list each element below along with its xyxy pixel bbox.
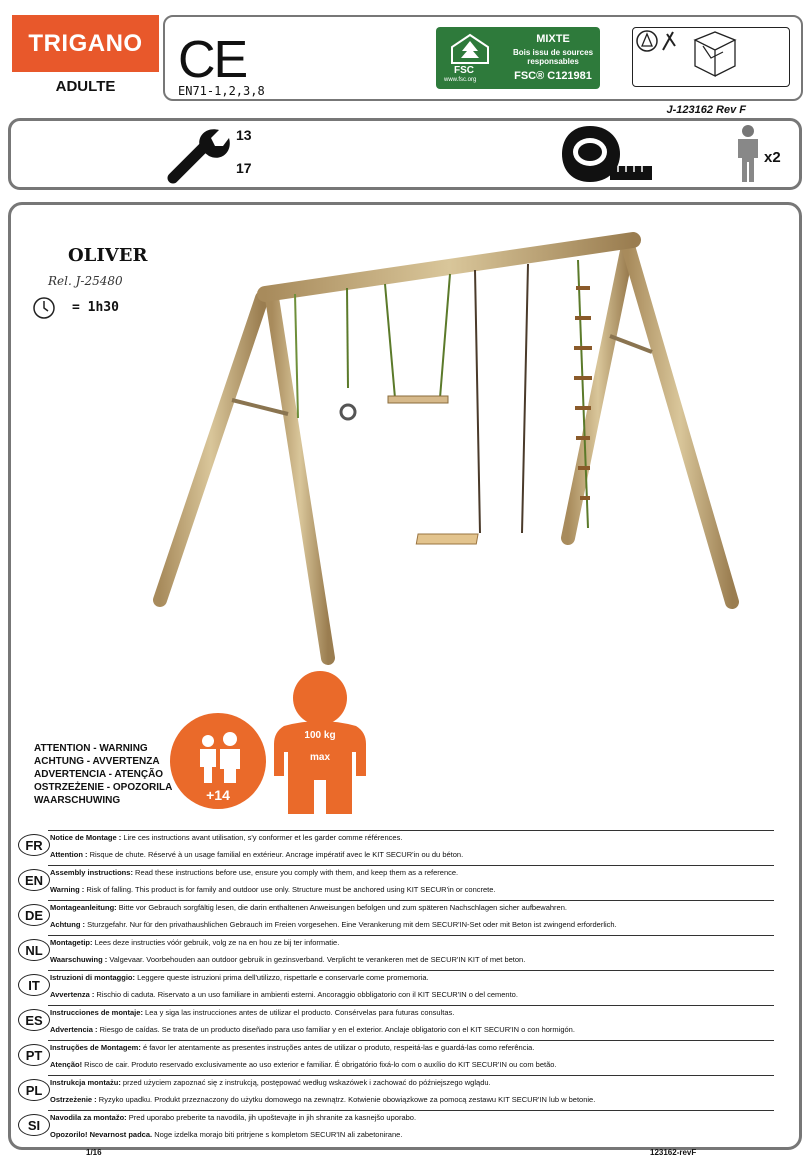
divider [48,1040,774,1041]
language-notice [12,970,774,1005]
language-code: FR [18,834,50,856]
assembly-text: é favor ler atentamente as presentes instruções antes de utilizar o produto, respeitá-las e guardá-las como referência. [140,1043,535,1052]
language-notice [12,1005,774,1040]
warning-line: OSTRZEŻENIE - OPOZORILA [34,782,173,793]
recycling-box [632,27,790,87]
wrench-size-17: 17 [236,160,252,176]
warning-instructions [50,850,463,859]
warning-instructions [50,885,496,894]
fsc-code: FSC® C121981 [514,70,592,82]
assembly-instructions [50,903,567,912]
language-notice [12,865,774,900]
language-code: PL [18,1079,50,1101]
warning-text: Ryzyko upadku. Produkt przeznaczony do użytku domowego na zewnątrz. Kotwienie obowiązkowe za pomocą zestawu KIT SECUR'IN lub w betonie. [96,1095,596,1104]
fsc-badge [436,27,600,89]
fsc-sources: Bois issu de sources responsables [512,48,594,66]
assembly-text: Read these instructions before use, ensure you comply with them, and keep them as a reference. [132,868,459,877]
warning-text: Sturzgefahr. Nur für den privathaushlichen Gebrauch im Freien vorgesehen. Eine Verankerung mit dem SECUR'IN-Set oder mit Beton ist zwingend erforderlich. [85,920,617,929]
language-notice [12,935,774,970]
assembly-instructions [50,1113,416,1122]
warning-block [34,742,172,807]
person-icon [734,124,762,184]
language-notice [12,1110,774,1145]
warning-line: ACHTUNG - AVVERTENZA [34,756,160,767]
assembly-title: Instruções de Montagem: [50,1043,141,1052]
warning-instructions [50,1060,557,1069]
assembly-instructions [50,833,402,842]
assembly-text: przed użyciem zapoznać się z instrukcją, postępować według wskazówek i zachować do późniejszego wglądu. [120,1078,491,1087]
divider [48,865,774,866]
assembly-text: Pred uporabo preberite ta navodila, jih upoštevajte in jih shranite za kasnejšo uporabo. [126,1113,417,1122]
warning-text: Rischio di caduta. Riservato a un uso familiare in ambienti esterni. Ancoraggio obbligatorio con il KIT SECUR'IN o del cemento. [94,990,518,999]
assembly-instructions [50,1043,534,1052]
warning-title: Attention : [50,850,88,859]
warning-text: Risk of falling. This product is for family and outdoor use only. Structure must be anchored using KIT SECUR'in or concrete. [84,885,496,894]
assembly-instructions [50,868,458,877]
product-name: OLIVER [68,245,148,266]
language-notice [12,1075,774,1110]
fsc-tree-icon [448,33,492,67]
assembly-title: Assembly instructions: [50,868,133,877]
persons-count: x2 [764,149,781,166]
warning-line: WAARSCHUWING [34,795,121,806]
assembly-title: Instrucciones de montaje: [50,1008,143,1017]
divider [48,970,774,971]
assembly-title: Navodila za montažo: [50,1113,127,1122]
divider [48,1005,774,1006]
assembly-title: Montagetip: [50,938,93,947]
brand-logo: TRIGANO [12,15,159,72]
warning-title: Waarschuwing : [50,955,108,964]
swing-set-illustration [150,228,750,668]
assembly-text: Bitte vor Gebrauch sorgfältig lesen, die darin enthaltenen Anweisungen befolgen und zum späteren Nachschlagen sicher aufbewahren. [116,903,567,912]
warning-text: Riesgo de caídas. Se trata de un producto diseñado para uso familiar y en el exterior. Anclaje obligatorio con el KIT SECUR'IN o con hormigón. [97,1025,575,1034]
wrench-size-13: 13 [236,127,252,143]
warning-title: Ostrzeżenie : [50,1095,97,1104]
language-code: DE [18,904,50,926]
assembly-title: Montageanleitung: [50,903,117,912]
warning-instructions [50,1025,575,1034]
warning-title: Atenção! [50,1060,83,1069]
warning-text: Noge izdelka morajo biti pritrjene s kompletom SECUR'IN ali zabetonirane. [152,1130,403,1139]
document-code: 123162-revF [650,1148,697,1157]
language-code: PT [18,1044,50,1066]
divider [48,1110,774,1111]
product-ref: Rel. J-25480 [48,274,123,288]
document-ref: J-123162 Rev F [666,104,746,116]
divider [48,900,774,901]
warning-instructions [50,1095,595,1104]
clock-icon [32,296,56,320]
assembly-instructions [50,973,429,982]
divider [48,1075,774,1076]
minimum-age: +14 [206,787,230,803]
page-number: 1/16 [86,1148,102,1157]
warning-instructions [50,990,518,999]
language-notice [12,900,774,935]
tools-box [8,118,802,190]
assembly-instructions [50,1008,454,1017]
warning-line: ADVERTENCIA - ATENÇÃO [34,769,164,780]
assembly-instructions [50,938,339,947]
warning-text: Valgevaar. Voorbehouden aan outdoor gebruik in gezinsverband. Verplicht te verankeren met de SECUR'IN KIT of met beton. [107,955,526,964]
children-icon [194,731,244,785]
recycle-icon [633,28,789,86]
assembly-instructions [50,1078,491,1087]
assembly-title: Notice de Montage : [50,833,122,842]
fsc-label: FSC [454,65,474,76]
weight-badge [270,668,370,818]
warning-title: Achtung : [50,920,85,929]
max-label: max [309,752,330,763]
language-code: ES [18,1009,50,1031]
assembly-text: Leggere queste istruzioni prima dell'utilizzo, rispettarle e conservarle come promemoria. [135,973,429,982]
warning-title: Warning : [50,885,85,894]
language-code: SI [18,1114,50,1136]
warning-title: Opozorilo! Nevarnost padca. [50,1130,153,1139]
assembly-title: Instrukcja montażu: [50,1078,121,1087]
ce-mark: CE [178,31,247,89]
assembly-text: Lea y siga las instrucciones antes de utilizar el producto. Consérvelas para futuras consultas. [142,1008,455,1017]
assembly-duration: = 1h30 [72,300,119,315]
warning-title: Advertencia : [50,1025,98,1034]
person-weight-icon [270,668,370,818]
divider [48,935,774,936]
assembly-text: Lees deze instructies vóór gebruik, volg ze na en hou ze bij ter informatie. [92,938,340,947]
warning-instructions [50,920,617,929]
age-badge [170,713,266,809]
assembly-title: Istruzioni di montaggio: [50,973,135,982]
warning-instructions [50,1130,402,1139]
fsc-mixte: MIXTE [536,33,570,45]
max-weight: 100 kg [304,730,336,741]
language-notice [12,1040,774,1075]
audience-label: ADULTE [55,78,116,95]
warning-instructions [50,955,525,964]
fsc-web: www.fsc.org [444,77,477,83]
language-code: EN [18,869,50,891]
wrench-icon [165,124,233,184]
warning-text: Risque de chute. Réservé à un usage familial en extérieur. Ancrage impératif avec le KIT SECUR'in ou du béton. [87,850,464,859]
divider [48,830,774,831]
norm-label: EN71-1,2,3,8 [178,84,265,98]
language-notice [12,830,774,865]
tape-measure-icon [560,122,656,186]
assembly-text: Lire ces instructions avant utilisation, s'y conformer et les garder comme références. [121,833,403,842]
language-code: IT [18,974,50,996]
warning-text: Risco de cair. Produto reservado exclusivamente ao uso exterior e familiar. É obrigatório fixá-lo com o auxílio do KIT SECUR'IN ou com betão. [82,1060,557,1069]
language-code: NL [18,939,50,961]
warning-title: Avvertenza : [50,990,95,999]
warning-line: ATTENTION - WARNING [34,743,148,754]
